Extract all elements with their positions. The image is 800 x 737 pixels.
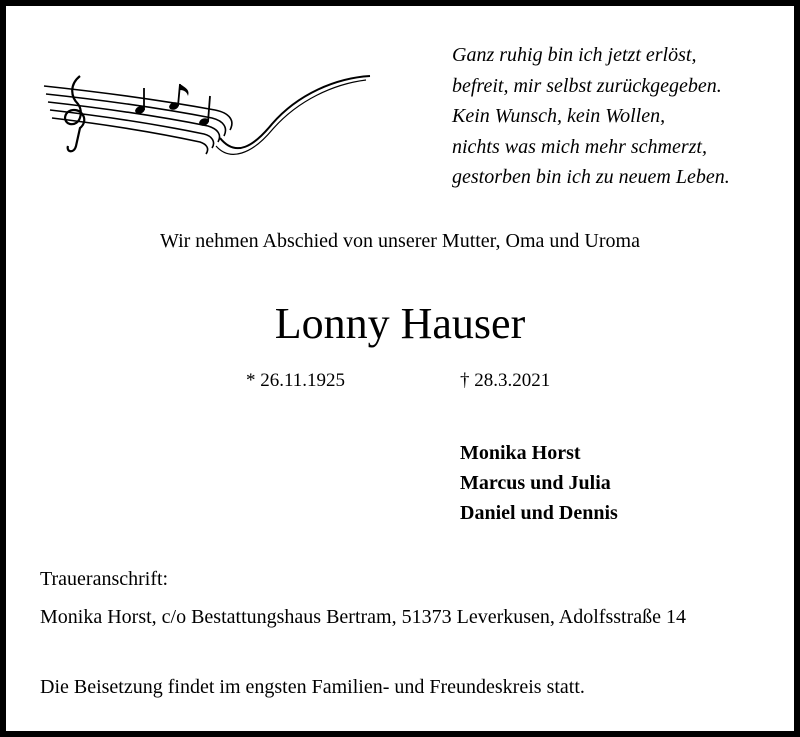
music-staff-icon bbox=[40, 66, 372, 162]
burial-note: Die Beisetzung findet im engsten Familien- und Freundeskreis statt. bbox=[40, 676, 585, 698]
address-label: Traueranschrift: bbox=[40, 568, 169, 590]
poem-line: befreit, mir selbst zurückgegeben. bbox=[452, 74, 722, 97]
intro-text: Wir nehmen Abschied von unserer Mutter, Oma und Uroma bbox=[160, 230, 640, 252]
poem bbox=[452, 40, 730, 193]
mourners-list bbox=[460, 438, 618, 528]
poem-line: Kein Wunsch, kein Wollen, bbox=[452, 105, 666, 127]
poem-line: Ganz ruhig bin ich jetzt erlöst, bbox=[452, 44, 697, 66]
poem-line: nichts was mich mehr schmerzt, bbox=[452, 135, 707, 158]
mourner-name: Monika Horst bbox=[460, 442, 581, 464]
mourning-address: Monika Horst, c/o Bestattungshaus Bertram, 51373 Leverkusen, Adolfsstraße 14 bbox=[40, 606, 686, 628]
mourner-name: Daniel und Dennis bbox=[460, 502, 618, 524]
poem-line: gestorben bin ich zu neuem Leben. bbox=[452, 166, 730, 188]
deceased-name: Lonny Hauser bbox=[274, 299, 526, 348]
birth-date: * 26.11.1925 bbox=[246, 370, 346, 391]
death-date: † 28.3.2021 bbox=[460, 370, 551, 391]
mourner-name: Marcus und Julia bbox=[460, 472, 611, 494]
